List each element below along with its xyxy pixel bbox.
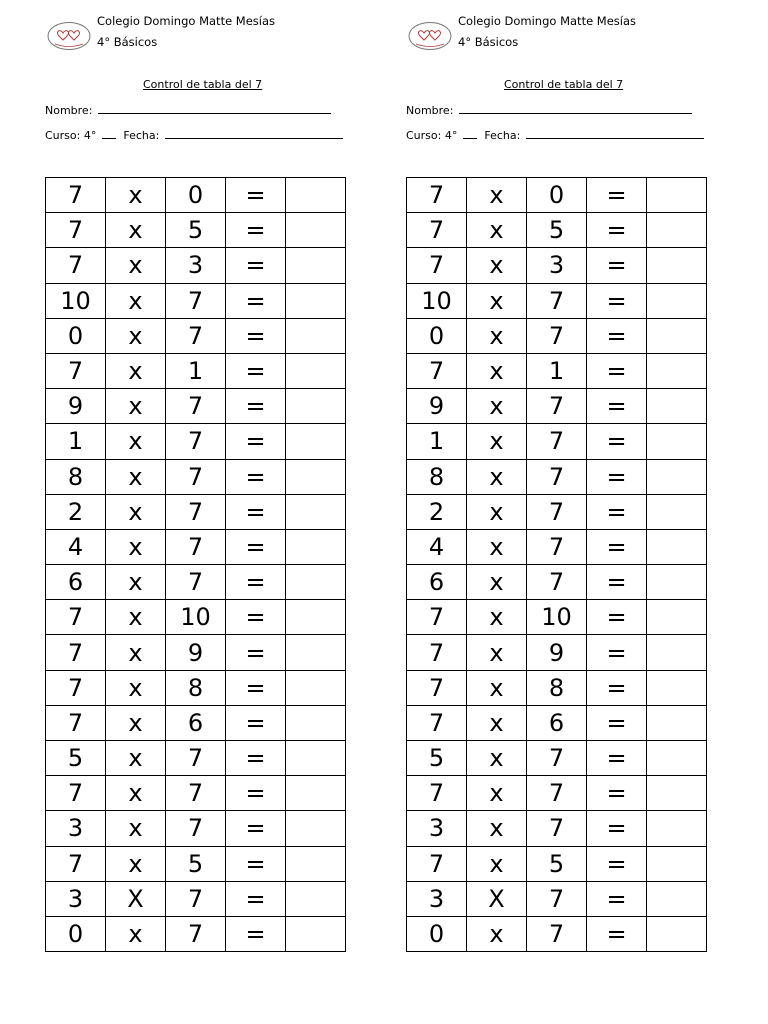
times-sign-cell: x [467, 494, 527, 529]
times-sign-cell: x [467, 213, 527, 248]
answer-cell[interactable] [647, 916, 707, 951]
factor-a-cell: 0 [407, 916, 467, 951]
factor-b-cell: 0 [166, 178, 226, 213]
table-row [46, 846, 346, 881]
equals-sign-cell: = [226, 318, 286, 353]
answer-cell[interactable] [647, 389, 707, 424]
times-sign-cell: x [106, 353, 166, 388]
equals-sign-cell: = [587, 705, 647, 740]
answer-cell[interactable] [286, 459, 346, 494]
factor-a-cell: 7 [46, 213, 106, 248]
answer-cell[interactable] [286, 565, 346, 600]
factor-a-cell: 8 [46, 459, 106, 494]
factor-a-cell: 7 [407, 705, 467, 740]
table-row [407, 600, 707, 635]
times-sign-cell: x [467, 916, 527, 951]
factor-b-cell: 7 [166, 916, 226, 951]
table-row [407, 529, 707, 564]
table-row [407, 318, 707, 353]
table-row [46, 178, 346, 213]
course-date-field [406, 127, 704, 142]
answer-cell[interactable] [647, 741, 707, 776]
date-line[interactable] [165, 127, 343, 139]
factor-b-cell: 7 [527, 881, 587, 916]
answer-cell[interactable] [647, 705, 707, 740]
factor-a-cell: 10 [407, 283, 467, 318]
factor-a-cell: 0 [46, 318, 106, 353]
table-row [407, 353, 707, 388]
factor-b-cell: 10 [166, 600, 226, 635]
factor-b-cell: 7 [527, 916, 587, 951]
factor-a-cell: 7 [46, 776, 106, 811]
table-row [46, 776, 346, 811]
factor-b-cell: 7 [166, 389, 226, 424]
answer-cell[interactable] [286, 776, 346, 811]
name-field [45, 102, 331, 117]
answer-cell[interactable] [286, 248, 346, 283]
times-sign-cell: x [467, 846, 527, 881]
answer-cell[interactable] [286, 916, 346, 951]
times-sign-cell: x [467, 318, 527, 353]
factor-a-cell: 7 [46, 353, 106, 388]
factor-b-cell: 7 [166, 494, 226, 529]
multiplication-table [406, 177, 707, 952]
worksheet-right [361, 0, 745, 1024]
factor-a-cell: 6 [46, 565, 106, 600]
times-sign-cell: x [467, 459, 527, 494]
answer-cell[interactable] [647, 494, 707, 529]
times-sign-cell: x [106, 670, 166, 705]
factor-a-cell: 7 [46, 635, 106, 670]
factor-a-cell: 7 [46, 178, 106, 213]
answer-cell[interactable] [647, 248, 707, 283]
times-sign-cell: X [467, 881, 527, 916]
school-name: Colegio Domingo Matte Mesías [458, 14, 637, 28]
factor-a-cell: 7 [407, 846, 467, 881]
table-row [46, 529, 346, 564]
factor-a-cell: 3 [407, 881, 467, 916]
factor-a-cell: 7 [407, 178, 467, 213]
equals-sign-cell: = [587, 494, 647, 529]
times-sign-cell: x [106, 705, 166, 740]
times-sign-cell: x [106, 565, 166, 600]
equals-sign-cell: = [587, 600, 647, 635]
answer-cell[interactable] [286, 213, 346, 248]
grade-label: 4° Básicos [97, 35, 158, 49]
factor-b-cell: 5 [527, 213, 587, 248]
course-date-field [45, 127, 343, 142]
times-sign-cell: x [467, 600, 527, 635]
factor-b-cell: 7 [527, 459, 587, 494]
answer-cell[interactable] [647, 600, 707, 635]
table-row [46, 353, 346, 388]
answer-cell[interactable] [647, 283, 707, 318]
course-label: Curso: 4° [45, 129, 97, 142]
answer-cell[interactable] [647, 635, 707, 670]
factor-b-cell: 7 [166, 424, 226, 459]
factor-a-cell: 7 [407, 213, 467, 248]
date-label: Fecha: [123, 129, 160, 142]
answer-cell[interactable] [286, 318, 346, 353]
equals-sign-cell: = [226, 670, 286, 705]
factor-a-cell: 7 [407, 670, 467, 705]
factor-b-cell: 3 [527, 248, 587, 283]
table-row [46, 424, 346, 459]
times-sign-cell: x [106, 916, 166, 951]
factor-b-cell: 7 [527, 741, 587, 776]
answer-cell[interactable] [286, 846, 346, 881]
times-sign-cell: x [106, 635, 166, 670]
answer-cell[interactable] [286, 178, 346, 213]
times-sign-cell: x [467, 353, 527, 388]
factor-a-cell: 9 [46, 389, 106, 424]
factor-a-cell: 7 [46, 705, 106, 740]
factor-a-cell: 3 [407, 811, 467, 846]
factor-b-cell: 6 [527, 705, 587, 740]
answer-cell[interactable] [647, 670, 707, 705]
times-sign-cell: x [467, 705, 527, 740]
factor-b-cell: 7 [527, 494, 587, 529]
date-label: Fecha: [484, 129, 521, 142]
answer-cell[interactable] [286, 741, 346, 776]
times-sign-cell: x [106, 318, 166, 353]
equals-sign-cell: = [587, 283, 647, 318]
times-sign-cell: x [106, 283, 166, 318]
equals-sign-cell: = [226, 600, 286, 635]
times-sign-cell: x [106, 741, 166, 776]
equals-sign-cell: = [226, 635, 286, 670]
times-sign-cell: x [467, 283, 527, 318]
factor-a-cell: 3 [46, 881, 106, 916]
factor-a-cell: 7 [46, 248, 106, 283]
factor-b-cell: 7 [527, 776, 587, 811]
factor-b-cell: 7 [166, 565, 226, 600]
factor-b-cell: 7 [166, 459, 226, 494]
factor-b-cell: 1 [166, 353, 226, 388]
factor-a-cell: 7 [407, 776, 467, 811]
times-sign-cell: x [467, 424, 527, 459]
answer-cell[interactable] [286, 635, 346, 670]
times-sign-cell: x [467, 529, 527, 564]
worksheet-title: Control de tabla del 7 [143, 78, 263, 91]
table-row [46, 705, 346, 740]
table-row [46, 600, 346, 635]
factor-a-cell: 1 [46, 424, 106, 459]
equals-sign-cell: = [226, 846, 286, 881]
factor-b-cell: 3 [166, 248, 226, 283]
equals-sign-cell: = [226, 705, 286, 740]
factor-a-cell: 5 [46, 741, 106, 776]
table-row [407, 916, 707, 951]
answer-cell[interactable] [647, 529, 707, 564]
table-row [407, 776, 707, 811]
answer-cell[interactable] [286, 881, 346, 916]
table-row [407, 846, 707, 881]
equals-sign-cell: = [587, 213, 647, 248]
equals-sign-cell: = [226, 776, 286, 811]
factor-b-cell: 5 [527, 846, 587, 881]
answer-cell[interactable] [286, 389, 346, 424]
equals-sign-cell: = [226, 353, 286, 388]
name-field [406, 102, 692, 117]
factor-a-cell: 10 [46, 283, 106, 318]
equals-sign-cell: = [587, 353, 647, 388]
times-sign-cell: x [106, 776, 166, 811]
answer-cell[interactable] [647, 178, 707, 213]
name-line[interactable] [98, 102, 331, 114]
table-row [407, 248, 707, 283]
factor-b-cell: 5 [166, 846, 226, 881]
times-sign-cell: X [106, 881, 166, 916]
times-sign-cell: x [467, 635, 527, 670]
grade-label: 4° Básicos [458, 35, 519, 49]
factor-b-cell: 7 [166, 741, 226, 776]
table-row [46, 318, 346, 353]
factor-a-cell: 9 [407, 389, 467, 424]
equals-sign-cell: = [587, 846, 647, 881]
table-row [46, 741, 346, 776]
course-label: Curso: 4° [406, 129, 458, 142]
equals-sign-cell: = [587, 670, 647, 705]
table-row [407, 565, 707, 600]
equals-sign-cell: = [587, 248, 647, 283]
equals-sign-cell: = [587, 529, 647, 564]
table-row [407, 283, 707, 318]
factor-b-cell: 8 [527, 670, 587, 705]
equals-sign-cell: = [226, 178, 286, 213]
table-row [407, 459, 707, 494]
factor-b-cell: 7 [527, 811, 587, 846]
factor-b-cell: 7 [527, 283, 587, 318]
answer-cell[interactable] [647, 213, 707, 248]
factor-a-cell: 4 [46, 529, 106, 564]
times-sign-cell: x [106, 846, 166, 881]
factor-a-cell: 8 [407, 459, 467, 494]
equals-sign-cell: = [226, 741, 286, 776]
equals-sign-cell: = [226, 916, 286, 951]
times-sign-cell: x [467, 389, 527, 424]
equals-sign-cell: = [226, 811, 286, 846]
factor-a-cell: 1 [407, 424, 467, 459]
factor-b-cell: 7 [166, 283, 226, 318]
table-row [46, 881, 346, 916]
factor-a-cell: 7 [46, 846, 106, 881]
worksheet-title: Control de tabla del 7 [504, 78, 624, 91]
factor-a-cell: 2 [46, 494, 106, 529]
times-sign-cell: x [106, 213, 166, 248]
equals-sign-cell: = [226, 389, 286, 424]
equals-sign-cell: = [587, 318, 647, 353]
factor-b-cell: 7 [527, 318, 587, 353]
table-row [407, 389, 707, 424]
factor-b-cell: 7 [166, 776, 226, 811]
answer-cell[interactable] [286, 811, 346, 846]
times-sign-cell: x [467, 178, 527, 213]
times-sign-cell: x [106, 600, 166, 635]
table-row [407, 424, 707, 459]
factor-a-cell: 5 [407, 741, 467, 776]
table-row [407, 494, 707, 529]
factor-b-cell: 7 [527, 424, 587, 459]
equals-sign-cell: = [587, 459, 647, 494]
factor-a-cell: 7 [407, 635, 467, 670]
factor-a-cell: 2 [407, 494, 467, 529]
equals-sign-cell: = [587, 741, 647, 776]
answer-cell[interactable] [647, 846, 707, 881]
answer-cell[interactable] [286, 353, 346, 388]
equals-sign-cell: = [226, 283, 286, 318]
course-line[interactable] [102, 127, 116, 139]
factor-b-cell: 9 [527, 635, 587, 670]
factor-a-cell: 3 [46, 811, 106, 846]
answer-cell[interactable] [286, 670, 346, 705]
equals-sign-cell: = [226, 424, 286, 459]
table-row [46, 916, 346, 951]
table-row [407, 881, 707, 916]
table-row [407, 741, 707, 776]
equals-sign-cell: = [587, 916, 647, 951]
table-row [46, 565, 346, 600]
times-sign-cell: x [106, 459, 166, 494]
factor-b-cell: 7 [166, 529, 226, 564]
times-sign-cell: x [106, 424, 166, 459]
table-row [407, 811, 707, 846]
factor-b-cell: 7 [527, 529, 587, 564]
school-name: Colegio Domingo Matte Mesías [97, 14, 276, 28]
equals-sign-cell: = [587, 424, 647, 459]
equals-sign-cell: = [587, 178, 647, 213]
times-sign-cell: x [467, 776, 527, 811]
school-logo-icon [408, 21, 452, 51]
equals-sign-cell: = [226, 529, 286, 564]
name-label: Nombre: [406, 104, 454, 117]
equals-sign-cell: = [226, 459, 286, 494]
times-sign-cell: x [106, 811, 166, 846]
answer-cell[interactable] [286, 494, 346, 529]
table-row [46, 213, 346, 248]
answer-cell[interactable] [286, 705, 346, 740]
school-logo-icon [47, 21, 91, 51]
table-row [46, 811, 346, 846]
table-row [46, 670, 346, 705]
answer-cell[interactable] [647, 881, 707, 916]
times-sign-cell: x [467, 248, 527, 283]
times-sign-cell: x [106, 248, 166, 283]
table-row [407, 213, 707, 248]
answer-cell[interactable] [286, 283, 346, 318]
name-line[interactable] [459, 102, 692, 114]
factor-a-cell: 7 [46, 600, 106, 635]
factor-b-cell: 7 [166, 318, 226, 353]
table-row [407, 705, 707, 740]
table-row [407, 635, 707, 670]
times-sign-cell: x [467, 670, 527, 705]
equals-sign-cell: = [587, 389, 647, 424]
factor-a-cell: 0 [407, 318, 467, 353]
course-line[interactable] [463, 127, 477, 139]
table-row [46, 635, 346, 670]
answer-cell[interactable] [647, 776, 707, 811]
equals-sign-cell: = [587, 776, 647, 811]
equals-sign-cell: = [226, 881, 286, 916]
answer-cell[interactable] [647, 353, 707, 388]
equals-sign-cell: = [226, 565, 286, 600]
factor-a-cell: 4 [407, 529, 467, 564]
equals-sign-cell: = [587, 881, 647, 916]
times-sign-cell: x [106, 494, 166, 529]
factor-b-cell: 7 [166, 881, 226, 916]
answer-cell[interactable] [647, 459, 707, 494]
table-row [46, 459, 346, 494]
table-row [46, 389, 346, 424]
factor-b-cell: 10 [527, 600, 587, 635]
answer-cell[interactable] [286, 600, 346, 635]
times-sign-cell: x [106, 529, 166, 564]
factor-b-cell: 5 [166, 213, 226, 248]
answer-cell[interactable] [647, 565, 707, 600]
factor-a-cell: 7 [46, 670, 106, 705]
factor-b-cell: 6 [166, 705, 226, 740]
times-sign-cell: x [467, 811, 527, 846]
table-row [46, 248, 346, 283]
factor-a-cell: 7 [407, 600, 467, 635]
table-row [407, 670, 707, 705]
equals-sign-cell: = [226, 494, 286, 529]
equals-sign-cell: = [226, 248, 286, 283]
factor-a-cell: 7 [407, 248, 467, 283]
times-sign-cell: x [106, 178, 166, 213]
name-label: Nombre: [45, 104, 93, 117]
answer-cell[interactable] [647, 318, 707, 353]
equals-sign-cell: = [587, 635, 647, 670]
table-row [46, 494, 346, 529]
times-sign-cell: x [467, 565, 527, 600]
table-row [407, 178, 707, 213]
times-sign-cell: x [106, 389, 166, 424]
factor-a-cell: 0 [46, 916, 106, 951]
factor-a-cell: 6 [407, 565, 467, 600]
answer-cell[interactable] [647, 424, 707, 459]
factor-b-cell: 9 [166, 635, 226, 670]
equals-sign-cell: = [587, 811, 647, 846]
factor-b-cell: 0 [527, 178, 587, 213]
answer-cell[interactable] [286, 529, 346, 564]
times-sign-cell: x [467, 741, 527, 776]
factor-b-cell: 7 [527, 565, 587, 600]
equals-sign-cell: = [587, 565, 647, 600]
factor-b-cell: 7 [166, 811, 226, 846]
equals-sign-cell: = [226, 213, 286, 248]
factor-a-cell: 7 [407, 353, 467, 388]
date-line[interactable] [526, 127, 704, 139]
table-row [46, 283, 346, 318]
answer-cell[interactable] [647, 811, 707, 846]
factor-b-cell: 8 [166, 670, 226, 705]
factor-b-cell: 1 [527, 353, 587, 388]
factor-b-cell: 7 [527, 389, 587, 424]
multiplication-table [45, 177, 346, 952]
answer-cell[interactable] [286, 424, 346, 459]
